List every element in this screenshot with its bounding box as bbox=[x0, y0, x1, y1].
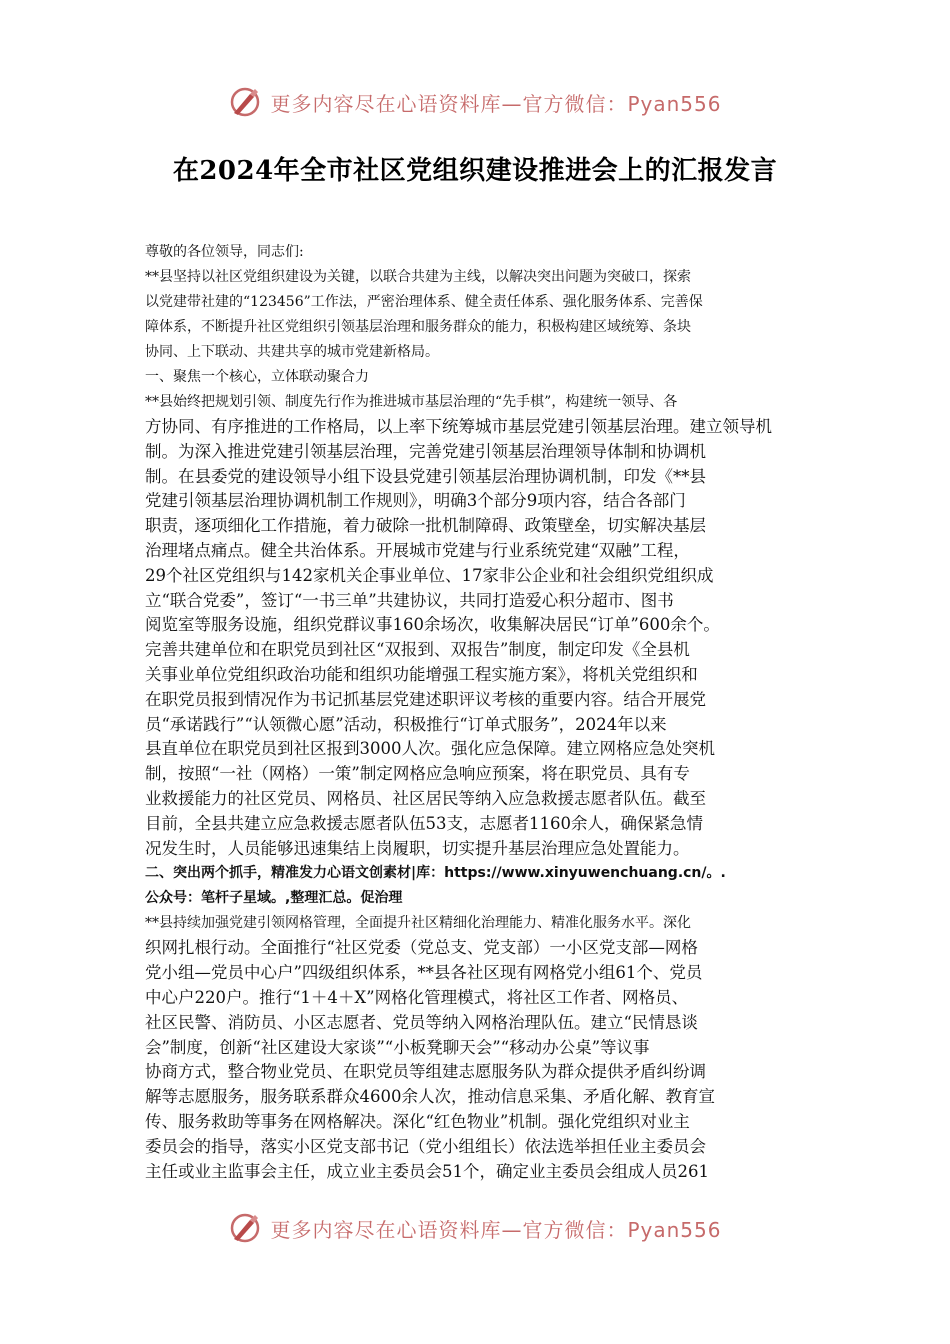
footer-banner bbox=[0, 1208, 950, 1248]
section-heading: 一、聚焦一个核心，立体联动聚合力 bbox=[145, 369, 369, 385]
text-line: 制。在县委党的建设领导小组下设县党建引领基层治理协调机制，印发《**县 bbox=[145, 466, 706, 486]
text-line: 员“承诺践行”“认领微心愿”活动，积极推行“订单式服务”，2024年以来 bbox=[145, 714, 667, 734]
text-line: 社区民警、消防员、小区志愿者、党员等纳入网格治理队伍。建立“民情恳谈 bbox=[145, 1012, 698, 1032]
text-line: 解等志愿服务，服务联系群众4600余人次，推动信息采集、矛盾化解、教育宣 bbox=[145, 1087, 715, 1107]
text-line: 协同、上下联动、共建共享的城市党建新格局。 bbox=[145, 344, 439, 360]
text-line: **县始终把规划引领、制度先行作为推进城市基层治理的“先手棋”，构建统一领导、各 bbox=[145, 394, 678, 410]
text-line: 障体系，不断提升社区党组织引领基层治理和服务群众的能力，积极构建区域统筹、条块 bbox=[145, 319, 691, 335]
page-title: 在2024年全市社区党组织建设推进会上的汇报发言 bbox=[172, 156, 778, 186]
text-line: 以党建带社建的“123456”工作法，严密治理体系、健全责任体系、强化服务体系、完善保 bbox=[145, 294, 703, 310]
text-line: 委员会的指导，落实小区党支部书记（党小组组长）依法选举担任业主委员会 bbox=[145, 1136, 706, 1156]
text-line: 29个社区党组织与142家机关企事业单位、17家非公企业和社会组织党组织成 bbox=[145, 565, 714, 585]
text-line: 制，按照“一社（网格）一策”制定网格应急响应预案，将在职党员、具有专 bbox=[145, 764, 690, 784]
text-line: 党小组—党员中心户”四级组织体系，**县各社区现有网格党小组61个、党员 bbox=[145, 963, 703, 983]
header-banner bbox=[0, 82, 950, 122]
text-line: 协商方式，整合物业党员、在职党员等组建志愿服务队为群众提供矛盾纠纷调 bbox=[145, 1062, 706, 1082]
text-line: 织网扎根行动。全面推行“社区党委（党总支、党支部）一小区党支部—网格 bbox=[145, 938, 698, 958]
text-line: 立“联合党委”，签订“一书三单”共建协议，共同打造爱心积分超市、图书 bbox=[145, 590, 674, 610]
text-line: 党建引领基层治理协调机制工作规则》，明确3个部分9项内容，结合各部门 bbox=[145, 491, 686, 511]
salutation: 尊敬的各位领导，同志们: bbox=[145, 244, 304, 260]
pen-circle-logo bbox=[228, 1211, 262, 1245]
text-line: 制。为深入推进党建引领基层治理，完善党建引领基层治理领导体制和协调机 bbox=[145, 441, 706, 461]
text-line: 治理堵点痛点。健全共治体系。开展城市党建与行业系统党建“双融”工程， bbox=[145, 540, 690, 560]
text-line: 县直单位在职党员到社区报到3000人次。强化应急保障。建立网格应急处突机 bbox=[145, 739, 715, 759]
text-line: 会”制度，创新“社区建设大家谈”“小板凳聊天会”“移动办公桌”等议事 bbox=[145, 1037, 650, 1057]
banner-text: 更多内容尽在心语资料库—官方微信：Pyan556 bbox=[270, 91, 722, 116]
text-line: 关事业单位党组织政治功能和组织功能增强工程实施方案》，将机关党组织和 bbox=[145, 664, 698, 684]
text-line: 目前，全县共建立应急救援志愿者队伍53支，志愿者1160余人，确保紧急情 bbox=[145, 813, 703, 833]
text-line: 业救援能力的社区党员、网格员、社区居民等纳入应急救援志愿者队伍。截至 bbox=[145, 788, 706, 808]
text-line: **县坚持以社区党组织建设为关键，以联合共建为主线，以解决突出问题为突破口，探索 bbox=[145, 269, 691, 285]
text-line: 况发生时，人员能够迅速集结上岗履职，切实提升基层治理应急处置能力。 bbox=[145, 838, 690, 858]
section-heading-watermark: 公众号：笔杆子星域。,整理汇总。促治理 bbox=[145, 890, 403, 907]
text-line: 主任或业主监事会主任，成立业主委员会51个，确定业主委员会组成人员261 bbox=[145, 1161, 709, 1181]
text-line: **县持续加强党建引领网格管理，全面提升社区精细化治理能力、精准化服务水平。深化 bbox=[145, 915, 691, 932]
document-body bbox=[145, 240, 810, 1184]
text-line: 在职党员报到情况作为书记抓基层党建述职评议考核的重要内容。结合开展党 bbox=[145, 689, 706, 709]
text-line: 方协同、有序推进的工作格局，以上率下统筹城市基层党建引领基层治理。建立领导机 bbox=[145, 417, 772, 436]
text-line: 传、服务救助等事务在网格解决。深化“红色物业”机制。强化党组织对业主 bbox=[145, 1111, 690, 1131]
text-line: 完善共建单位和在职党员到社区“双报到、双报告”制度，制定印发《全县机 bbox=[145, 640, 690, 660]
pen-circle-logo bbox=[228, 85, 262, 119]
section-heading-watermark: 二、突出两个抓手，精准发力心语文创素材|库：https://www.xinyuwenchuang.cn/。. bbox=[145, 865, 726, 882]
banner-text: 更多内容尽在心语资料库—官方微信：Pyan556 bbox=[270, 1217, 722, 1242]
text-line: 职责，逐项细化工作措施，着力破除一批机制障碍、政策壁垒，切实解决基层 bbox=[145, 516, 706, 536]
text-line: 阅览室等服务设施，组织党群议事160余场次，收集解决居民“订单”600余个。 bbox=[145, 615, 720, 635]
text-line: 中心户220户。推行“1＋4＋X”网格化管理模式，将社区工作者、网格员、 bbox=[145, 987, 689, 1007]
